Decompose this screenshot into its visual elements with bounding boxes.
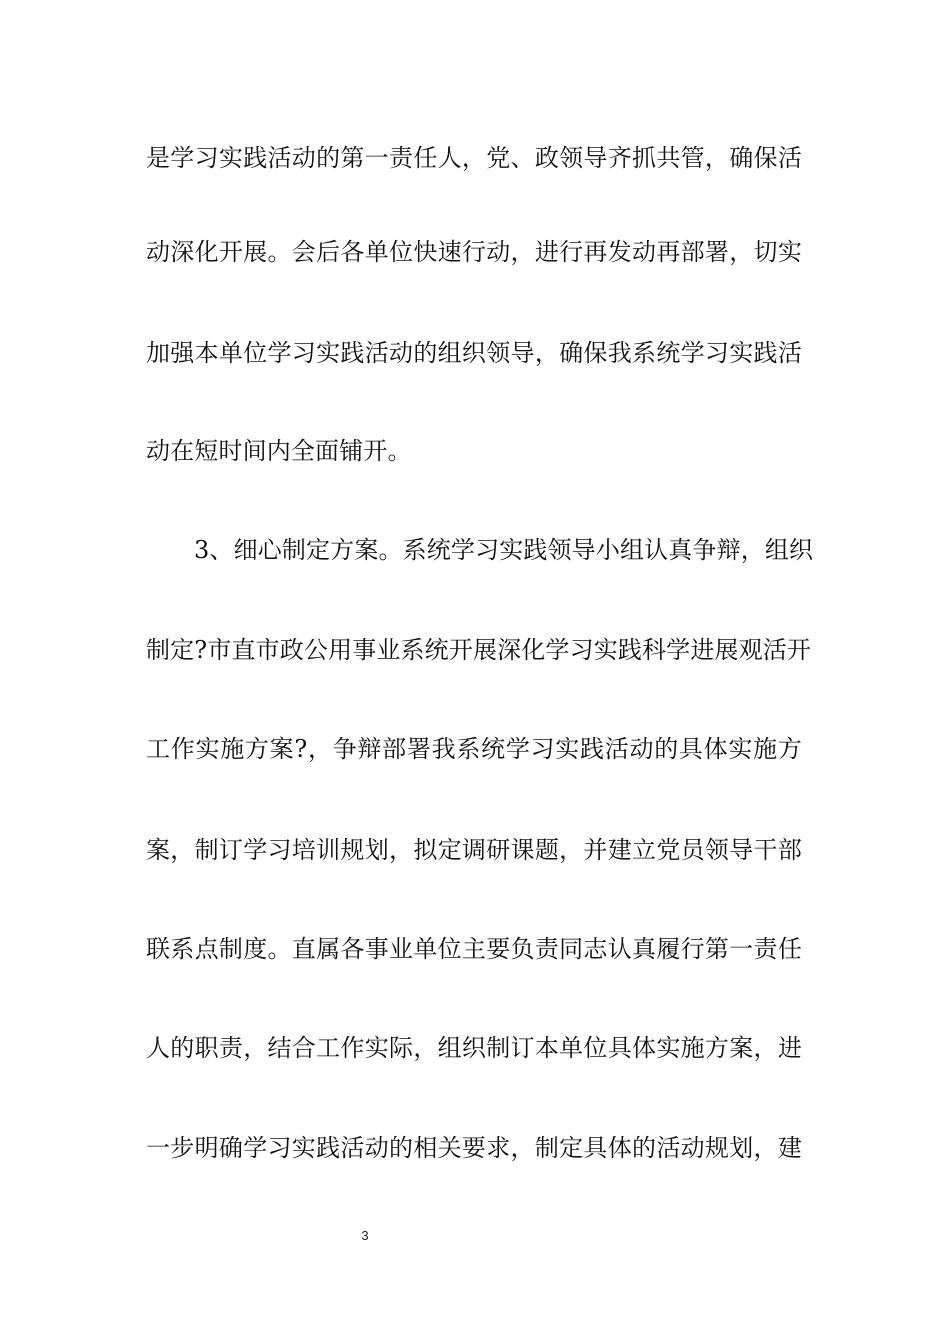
text-line: 人的职责，结合工作实际，组织制订本单位具体实施方案，进	[146, 1034, 802, 1062]
text-line: 一步明确学习实践活动的相关要求，制定具体的活动规划，建	[146, 1134, 802, 1162]
page-number: 3	[361, 1228, 369, 1243]
paragraph-first-line: 3、细心制定方案。系统学习实践领导小组认真争辩，组织	[194, 536, 814, 564]
text-line: 联系点制度。直属各事业单位主要负责同志认真履行第一责任	[146, 935, 802, 963]
text-line: 动在短时间内全面铺开。	[146, 437, 412, 465]
text-line: 工作实施方案?，争辩部署我系统学习实践活动的具体实施方	[146, 735, 802, 763]
text-line: 是学习实践活动的第一责任人，党、政领导齐抓共管，确保活	[146, 144, 802, 172]
text-line: 动深化开展。会后各单位快速行动，进行再发动再部署，切实	[146, 238, 802, 266]
text-line: 案，制订学习培训规划，拟定调研课题，并建立党员领导干部	[146, 836, 802, 864]
text-line: 加强本单位学习实践活动的组织领导，确保我系统学习实践活	[146, 339, 802, 367]
text-line: 制定?市直市政公用事业系统开展深化学习实践科学进展观活开	[146, 636, 812, 664]
